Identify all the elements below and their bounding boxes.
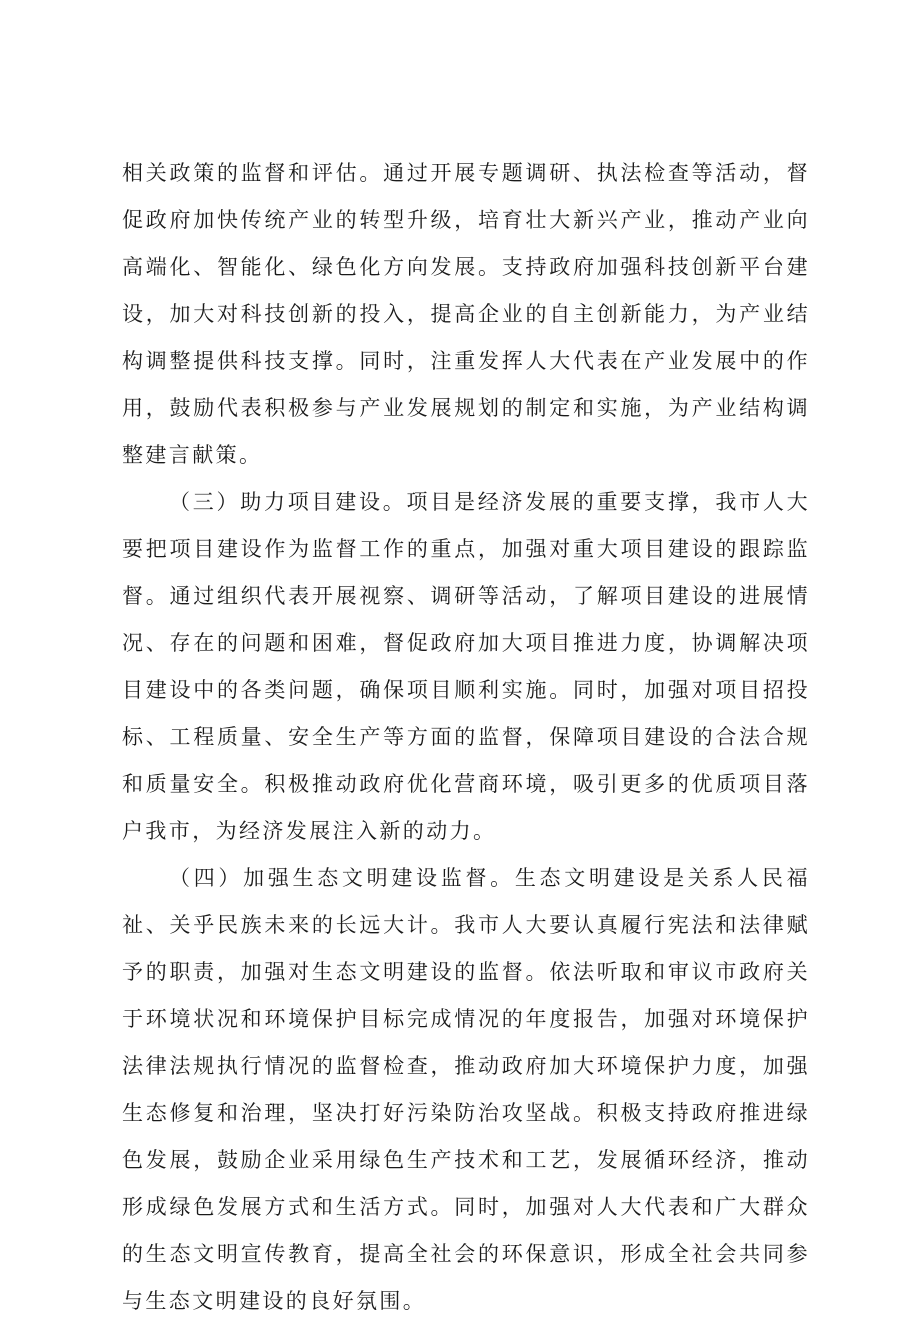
- document-body: [122, 150, 810, 1325]
- paragraph-continuation: 相关政策的监督和评估。通过开展专题调研、执法检查等活动，督促政府加快传统产业的转型升级，培育壮大新兴产业，推动产业向高端化、智能化、绿色化方向发展。支持政府加强科技创新平台建设，加大对科技创新的投入，提高企业的自主创新能力，为产业结构调整提供科技支撑。同时，注重发挥人大代表在产业发展中的作用，鼓励代表积极参与产业发展规划的制定和实施，为产业结构调整建言献策。: [122, 161, 810, 467]
- paragraph-ecological-supervision: （四）加强生态文明建设监督。生态文明建设是关系人民福祉、关乎民族未来的长远大计。我市人大要认真履行宪法和法律赋予的职责，加强对生态文明建设的监督。依法听取和审议市政府关于环境状况和环境保护目标完成情况的年度报告，加强对环境保护法律法规执行情况的监督检查，推动政府加大环境保护力度，加强生态修复和治理，坚决打好污染防治攻坚战。积极支持政府推进绿色发展，鼓励企业采用绿色生产技术和工艺，发展循环经济，推动形成绿色发展方式和生活方式。同时，加强对人大代表和广大群众的生态文明宣传教育，提高全社会的环保意识，形成全社会共同参与生态文明建设的良好氛围。: [122, 866, 810, 1313]
- paragraph-project-construction: （三）助力项目建设。项目是经济发展的重要支撑，我市人大要把项目建设作为监督工作的重点，加强对重大项目建设的跟踪监督。通过组织代表开展视察、调研等活动，了解项目建设的进展情况、存在的问题和困难，督促政府加大项目推进力度，协调解决项目建设中的各类问题，确保项目顺利实施。同时，加强对项目招投标、工程质量、安全生产等方面的监督，保障项目建设的合法合规和质量安全。积极推动政府优化营商环境，吸引更多的优质项目落户我市，为经济发展注入新的动力。: [122, 490, 810, 843]
